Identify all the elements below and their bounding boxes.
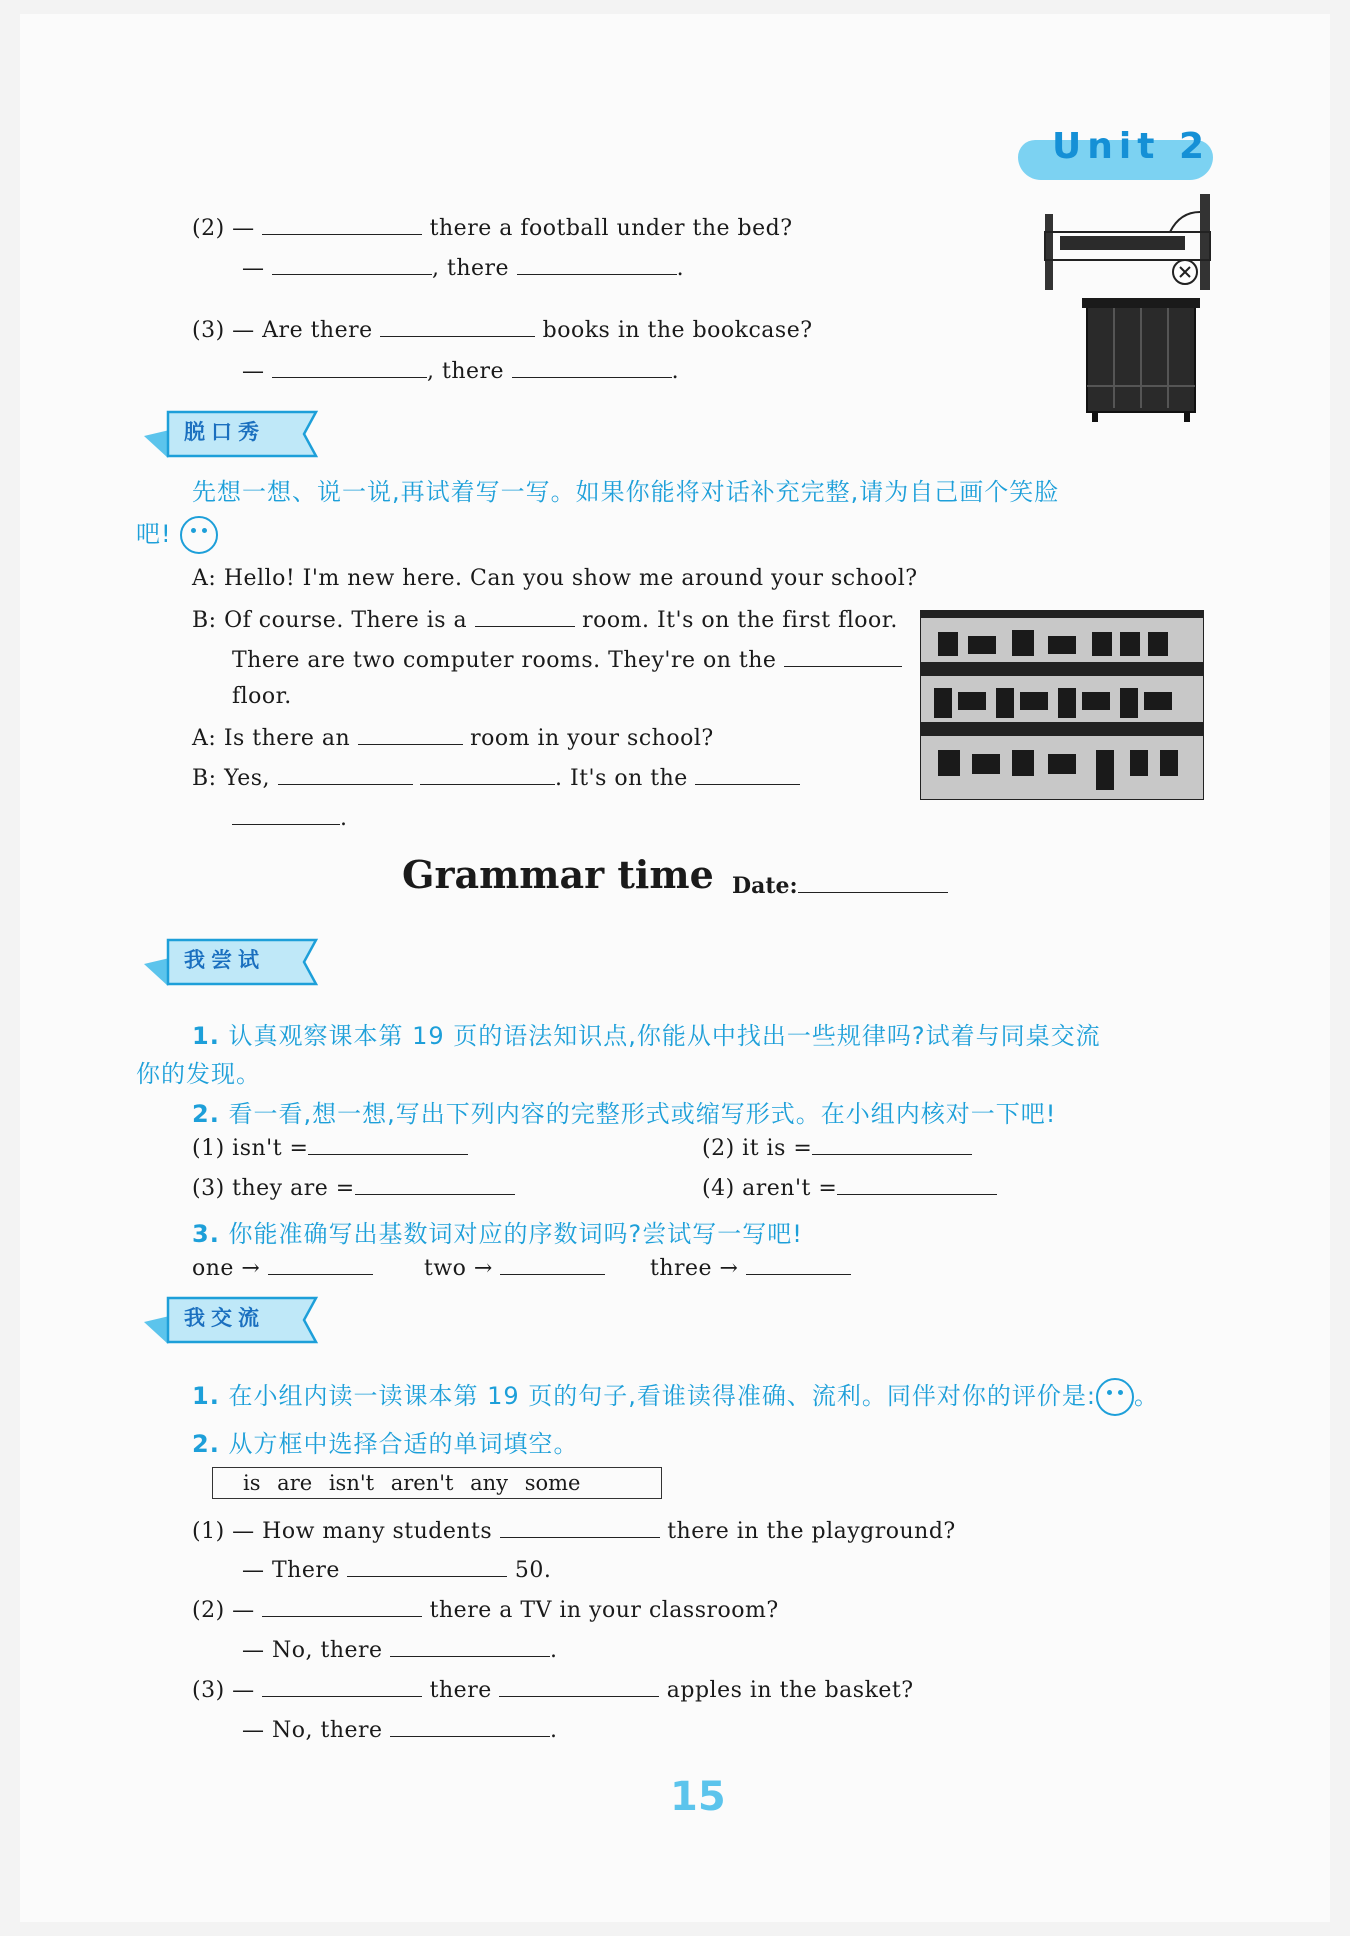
date-blank[interactable] xyxy=(798,872,948,893)
form-4: (4) aren't = xyxy=(702,1174,997,1201)
blank[interactable] xyxy=(262,1676,422,1697)
blank[interactable] xyxy=(746,1254,851,1275)
form-1: (1) isn't = xyxy=(192,1134,468,1161)
blank[interactable] xyxy=(420,764,555,785)
school-building-illustration xyxy=(920,610,1204,800)
banner-i-try: 我尝试 xyxy=(138,934,328,994)
s3-q1-line1: (1) — How many students there in the playground? xyxy=(192,1519,956,1544)
dialogue-b2: B: Yes, . It's on the xyxy=(192,764,800,791)
blank[interactable] xyxy=(512,357,672,378)
blank[interactable] xyxy=(232,804,340,825)
dialogue-a2: A: Is there an room in your school? xyxy=(192,726,714,751)
dialogue-b2-cont: . xyxy=(232,804,348,831)
dialogue-b1: B: Of course. There is a room. It's on the first floor. xyxy=(192,608,898,633)
banner-i-share: 我交流 xyxy=(138,1292,328,1352)
s3-q3-line2: — No, there . xyxy=(242,1718,558,1743)
q2-line2: — , there . xyxy=(242,256,685,281)
banner-talk-show: 脱口秀 xyxy=(138,406,328,466)
smiley-icon xyxy=(180,516,218,554)
workbook-page xyxy=(20,14,1330,1922)
bed-illustration xyxy=(1040,192,1220,297)
blank[interactable] xyxy=(812,1134,972,1155)
ordinal-three: three → xyxy=(650,1254,851,1281)
blank[interactable] xyxy=(695,764,800,785)
dialogue-b1-line2: There are two computer rooms. They're on the xyxy=(232,646,902,673)
ordinal-one: one → xyxy=(192,1254,373,1281)
blank[interactable] xyxy=(390,1636,550,1657)
blank[interactable] xyxy=(355,1174,515,1195)
s3-item2: 2. 从方框中选择合适的单词填空。 xyxy=(192,1430,579,1458)
blank[interactable] xyxy=(308,1134,468,1155)
s2-item3: 3. 你能准确写出基数词对应的序数词吗?尝试写一写吧! xyxy=(192,1220,803,1248)
blank[interactable] xyxy=(390,1716,550,1737)
page-number: 15 xyxy=(670,1774,726,1820)
ordinal-two: two → xyxy=(424,1254,605,1281)
blank[interactable] xyxy=(837,1174,997,1195)
s2-item1: 1. 认真观察课本第 19 页的语法知识点,你能从中找出一些规律吗?试着与同桌交流 xyxy=(192,1022,1101,1050)
blank[interactable] xyxy=(278,764,413,785)
blank[interactable] xyxy=(380,316,535,337)
blank[interactable] xyxy=(262,214,422,235)
blank[interactable] xyxy=(268,1254,373,1275)
date-field: Date: xyxy=(732,872,948,899)
blank[interactable] xyxy=(272,254,432,275)
q2-line1: (2) — there a football under the bed? xyxy=(192,216,793,241)
grammar-title: Grammar time xyxy=(402,852,714,897)
blank[interactable] xyxy=(272,357,427,378)
s3-item1: 1. 在小组内读一读课本第 19 页的句子,看谁读得准确、流利。同伴对你的评价是: 。 xyxy=(192,1376,1159,1416)
s2-item1-cont: 你的发现。 xyxy=(136,1060,261,1088)
q3-line2: — , there . xyxy=(242,359,680,384)
dialogue-a1: A: Hello! I'm new here. Can you show me around your school? xyxy=(192,566,918,591)
blank[interactable] xyxy=(347,1556,507,1577)
unit-label: Unit 2 xyxy=(1052,126,1210,167)
blank[interactable] xyxy=(262,1596,422,1617)
s2-item2: 2. 看一看,想一想,写出下列内容的完整形式或缩写形式。在小组内核对一下吧! xyxy=(192,1100,1057,1128)
form-2: (2) it is = xyxy=(702,1134,972,1161)
form-3: (3) they are = xyxy=(192,1174,515,1201)
s3-q2-line1: (2) — there a TV in your classroom? xyxy=(192,1598,779,1623)
word-box: is are isn't aren't any some xyxy=(212,1467,662,1499)
q3-line1: (3) — Are there books in the bookcase? xyxy=(192,318,813,343)
blank[interactable] xyxy=(500,1517,660,1538)
s3-q3-line1: (3) — there apples in the basket? xyxy=(192,1678,914,1703)
blank[interactable] xyxy=(517,254,677,275)
bookcase-illustration xyxy=(1082,296,1202,426)
unit-badge xyxy=(1018,122,1218,182)
s3-q2-line2: — No, there . xyxy=(242,1638,558,1663)
section1-instruction-cont: 吧! xyxy=(136,514,218,554)
dialogue-b1-line3: floor. xyxy=(232,684,292,709)
s3-q1-line2: — There 50. xyxy=(242,1558,552,1583)
smiley-icon xyxy=(1096,1378,1134,1416)
section1-instruction: 先想一想、说一说,再试着写一写。如果你能将对话补充完整,请为自己画个笑脸 xyxy=(192,478,1060,506)
blank[interactable] xyxy=(500,1254,605,1275)
blank[interactable] xyxy=(358,724,463,745)
blank[interactable] xyxy=(499,1676,659,1697)
blank[interactable] xyxy=(475,606,575,627)
blank[interactable] xyxy=(784,646,902,667)
